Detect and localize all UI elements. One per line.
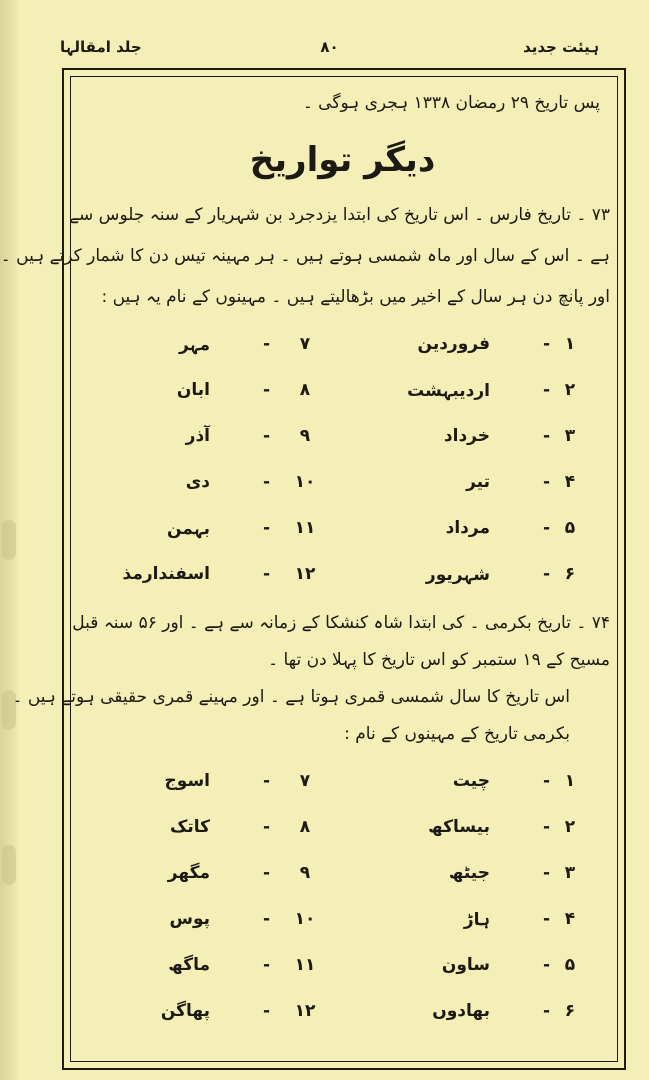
month-row [75,464,610,510]
month-name: مگھر [167,863,210,883]
month-name: مہر [178,335,210,355]
month-row [75,901,610,947]
month-row [75,763,610,809]
month-row [75,809,610,855]
month-number: ۶ [564,564,576,584]
month-number: ۷ [299,771,311,791]
paragraph-line: ۷۴ ۔ تاریخ بکرمی ۔ کی ابتدا شاہ کنشکا کے زمانہ سے ہے ۔ اور ۵۶ سنہ قبل [72,613,610,633]
month-name: خرداد [443,426,490,446]
month-row [75,326,610,372]
month-name: اسوج [164,771,210,791]
month-name: دی [185,472,210,492]
month-number: ۹ [299,426,311,446]
paragraph-line: مسیح کے ۱۹ ستمبر کو اس تاریخ کا پہلا دن تھا ۔ [268,650,610,670]
persian-calendar-paragraph [0,200,610,312]
month-name: شہریور [425,565,490,585]
dash-separator: - [262,426,270,446]
month-name: آذر [185,426,210,446]
dash-separator: - [542,380,550,400]
intro-line: پس تاریخ ۲۹ رمضان ۱۳۳۸ ہجری ہوگی ۔ [302,93,600,113]
month-name: بھادوں [432,1001,490,1021]
dash-separator: - [262,472,270,492]
punch-hole [2,845,16,885]
dash-separator: - [542,334,550,354]
month-name: پوس [169,909,210,929]
dash-separator: - [542,426,550,446]
dash-separator: - [262,334,270,354]
section-title: دیگر تواریخ [249,140,436,180]
running-head [60,38,599,64]
dash-separator: - [262,909,270,929]
month-name: فروردین [417,334,490,354]
dash-separator: - [262,380,270,400]
month-row [75,372,610,418]
month-row [75,855,610,901]
month-number: ۳ [564,426,576,446]
dash-separator: - [262,817,270,837]
month-name: مرداد [445,518,490,538]
month-number: ۸ [299,380,311,400]
month-name: ساون [441,955,490,975]
paragraph-line: اس تاریخ کا سال شمسی قمری ہوتا ہے ۔ اور مہینے قمری حقیقی ہوتے ہیں ۔ [12,687,570,707]
paragraph-line: ہے ۔ اس کے سال اور ماہ شمسی ہوتے ہیں ۔ ہر مہینہ تیس دن کا شمار کرتے ہیں ۔ [0,246,610,266]
month-row [75,510,610,556]
month-number: ۱۰ [294,472,316,492]
punch-hole [2,520,16,560]
month-name: بیساکھ [428,817,490,837]
month-number: ۵ [564,955,576,975]
month-name: جیٹھ [448,863,490,883]
page-number: ۸۰ [320,38,339,56]
month-name: ماگھ [168,955,210,975]
dash-separator: - [542,817,550,837]
month-number: ۴ [564,472,576,492]
dash-separator: - [542,955,550,975]
dash-separator: - [262,955,270,975]
paragraph-line: ۷۳ ۔ تاریخ فارس ۔ اس تاریخ کی ابتدا یزدجرد بن شہریار کے سنہ جلوس سے [69,205,610,225]
dash-separator: - [262,564,270,584]
month-name: ابان [176,380,210,400]
month-number: ۹ [299,863,311,883]
month-number: ۱۲ [294,564,316,584]
month-number: ۱۰ [294,909,316,929]
volume-label: جلد امقالہا [60,38,142,56]
month-name: چیت [452,771,490,791]
month-number: ۱ [564,771,576,791]
month-number: ۱۱ [294,955,316,975]
page-content [0,88,610,1039]
dash-separator: - [542,564,550,584]
month-number: ۲ [564,817,576,837]
month-name: اسفندارمذ [122,564,210,584]
month-row [75,993,610,1039]
month-name: بہمن [166,519,210,539]
month-number: ۲ [564,380,576,400]
persian-months-table [75,326,610,602]
month-name: اردیبہشت [407,381,490,401]
month-row [75,418,610,464]
month-name: کاتک [169,817,210,837]
bikrami-months-table [75,763,610,1039]
month-number: ۱ [564,334,576,354]
dash-separator: - [542,518,550,538]
month-name: تیر [466,472,490,492]
dash-separator: - [262,771,270,791]
month-number: ۱۱ [294,518,316,538]
book-title: ہیئت جدید [523,38,599,56]
month-row [75,556,610,602]
month-name: پھاگن [160,1001,210,1021]
dash-separator: - [542,472,550,492]
month-name: ہاڑ [463,910,490,930]
month-number: ۱۲ [294,1001,316,1021]
month-number: ۴ [564,909,576,929]
month-number: ۷ [299,334,311,354]
month-number: ۶ [564,1001,576,1021]
paragraph-line: اور پانچ دن ہر سال کے اخیر میں بڑھالیتے ہیں ۔ مہینوں کے نام یہ ہیں : [101,287,610,307]
dash-separator: - [542,771,550,791]
dash-separator: - [542,863,550,883]
month-number: ۵ [564,518,576,538]
dash-separator: - [262,1001,270,1021]
months-heading: بکرمی تاریخ کے مہینوں کے نام : [344,724,570,744]
month-row [75,947,610,993]
bikrami-calendar-paragraph [12,608,610,749]
dash-separator: - [262,863,270,883]
month-number: ۳ [564,863,576,883]
dash-separator: - [262,518,270,538]
dash-separator: - [542,909,550,929]
dash-separator: - [542,1001,550,1021]
month-number: ۸ [299,817,311,837]
